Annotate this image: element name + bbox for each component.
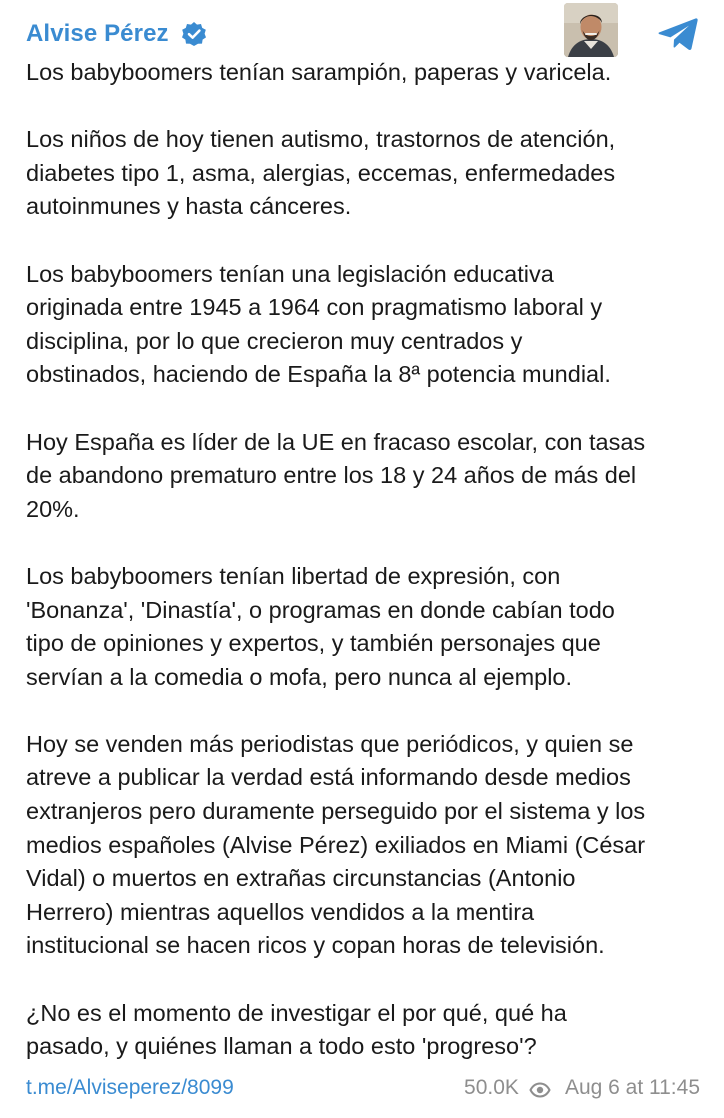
message-text bbox=[26, 56, 716, 1064]
message-paragraph: Los babyboomers tenían libertad de expresión, con 'Bonanza', 'Dinastía', o programas en donde cabían todo tipo de opiniones y expertos, y también personajes que servían a la comedia o mofa, pero nunca al ejemplo. bbox=[26, 562, 615, 690]
post-timestamp: Aug 6 at 11:45 bbox=[564, 1076, 700, 1099]
post-link[interactable]: t.me/Alviseperez/8099 bbox=[26, 1076, 234, 1099]
verified-badge-icon bbox=[181, 21, 207, 47]
message-paragraph: Los babyboomers tenían una legislación educativa originada entre 1945 a 1964 con pragmatismo laboral y disciplina, por lo que crecieron muy centrados y obstinados, haciendo de España la 8ª potencia mundial. bbox=[26, 260, 611, 388]
post-header bbox=[26, 14, 207, 54]
message-paragraph: Los babyboomers tenían sarampión, paperas y varicela. bbox=[26, 59, 612, 85]
message-paragraph: Los niños de hoy tienen autismo, trastornos de atención, diabetes tipo 1, asma, alergias, eccemas, enfermedades autoinmunes y hasta cánceres. bbox=[26, 126, 616, 220]
post-footer bbox=[26, 1072, 700, 1104]
author-name[interactable]: Alvise Pérez bbox=[26, 20, 169, 47]
avatar[interactable] bbox=[564, 3, 618, 57]
eye-icon bbox=[529, 1080, 551, 1096]
view-count: 50.0K bbox=[464, 1076, 519, 1099]
message-paragraph: Hoy se venden más periodistas que periódicos, y quien se atreve a publicar la verdad está informando desde medios extranjeros pero duramente perseguido por el sistema y los medios españoles (Alvise Pérez) exiliados en Miami (César Vidal) o muertos en extrañas circunstancias (Antonio Herrero) mientras aquellos vendidos a la mentira institucional se hacen ricos y copan horas de televisión. bbox=[26, 730, 646, 959]
telegram-icon[interactable] bbox=[656, 14, 700, 54]
message-paragraph: ¿No es el momento de investigar el por qué, qué ha pasado, y quiénes llaman a todo esto 'progreso'? bbox=[26, 999, 567, 1060]
message-paragraph: Hoy España es líder de la UE en fracaso escolar, con tasas de abandono prematuro entre los 18 y 24 años de más del 20%. bbox=[26, 428, 646, 522]
